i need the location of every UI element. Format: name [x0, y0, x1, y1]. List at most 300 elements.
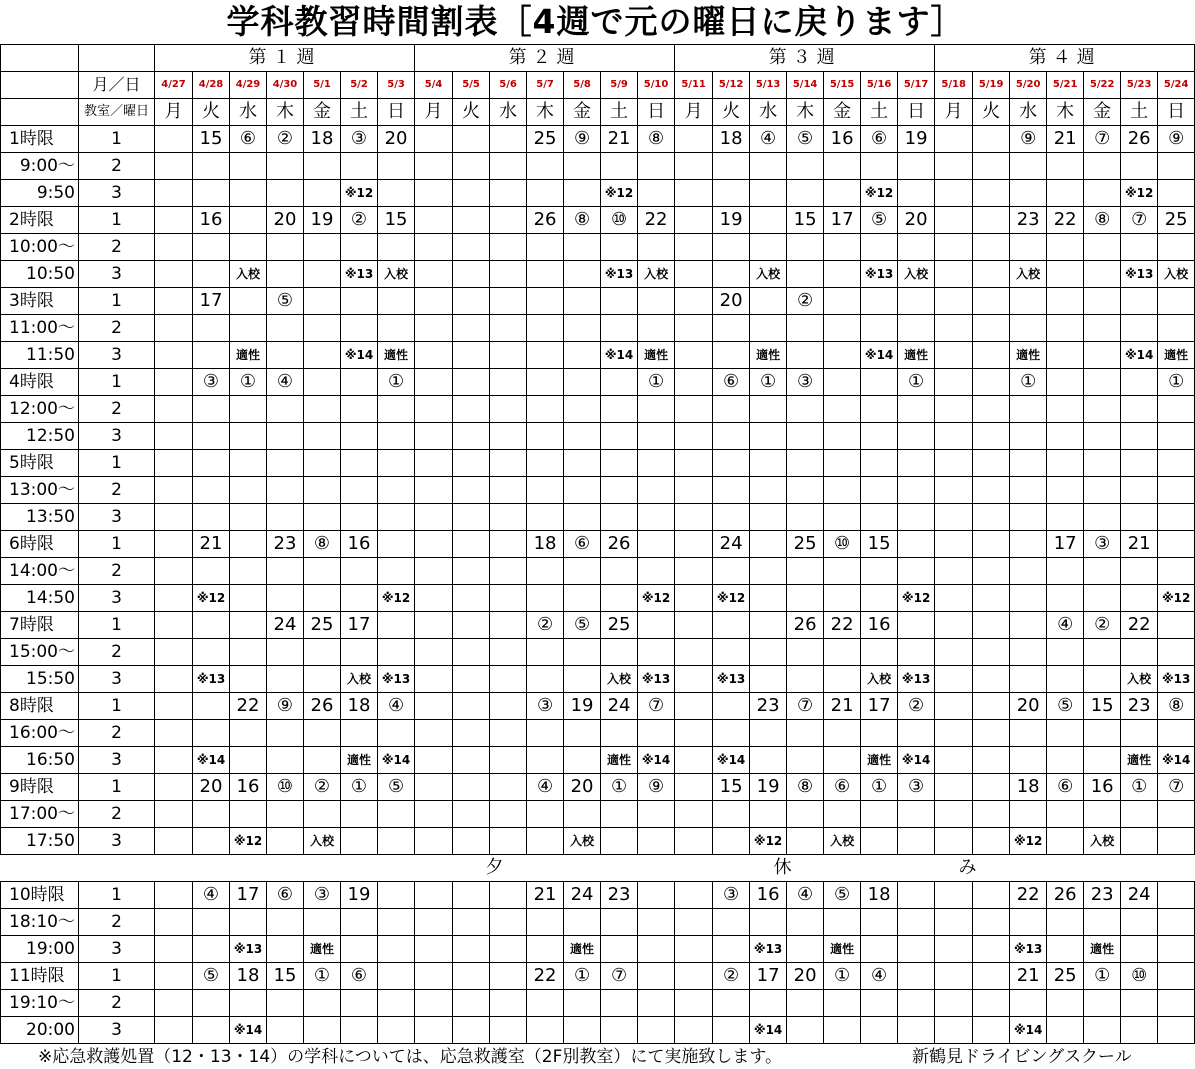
slot-cell: 18 [304, 126, 341, 153]
slot-cell [415, 450, 453, 477]
slot-cell [675, 531, 713, 558]
slot-cell: ⑦ [787, 693, 824, 720]
slot-cell: ⑦ [1158, 774, 1195, 801]
slot-note [1010, 180, 1047, 207]
period-row [1, 882, 1195, 909]
footer-note: ※応急救護処置（12・13・14）の学科については、応急救護室（2F別教室）にて実施致します。 [38, 1047, 783, 1067]
slot-cell [713, 315, 750, 342]
period-time: 12:00～ [1, 396, 79, 423]
slot-note [787, 423, 824, 450]
slot-note [490, 747, 527, 774]
slot-note [1158, 504, 1195, 531]
break-text: 夕 [485, 857, 504, 878]
slot-cell [787, 450, 824, 477]
slot-cell [675, 639, 713, 666]
slot-cell [267, 315, 304, 342]
date-cell: 5/24 [1158, 72, 1195, 99]
slot-note [155, 828, 193, 855]
slot-cell [824, 801, 861, 828]
slot-cell [1158, 558, 1195, 585]
slot-note [824, 585, 861, 612]
slot-note: ※13 [1121, 261, 1158, 288]
slot-cell [824, 369, 861, 396]
slot-cell [378, 909, 415, 936]
slot-cell [453, 126, 490, 153]
slot-cell [898, 450, 935, 477]
slot-cell [230, 612, 267, 639]
slot-note: ※14 [1158, 747, 1195, 774]
slot-cell [638, 234, 675, 261]
slot-cell [1010, 477, 1047, 504]
slot-cell [193, 990, 230, 1017]
slot-note [1010, 423, 1047, 450]
period-time: 13:50 [1, 504, 79, 531]
slot-note [787, 747, 824, 774]
slot-note [935, 1017, 973, 1044]
slot-cell [750, 315, 787, 342]
weekday-cell: 土 [341, 99, 378, 126]
slot-cell [230, 801, 267, 828]
week-header: 第４週 [935, 45, 1195, 72]
slot-cell [675, 990, 713, 1017]
slot-cell [155, 612, 193, 639]
slot-cell [898, 801, 935, 828]
slot-cell [675, 396, 713, 423]
slot-note [230, 504, 267, 531]
slot-cell [1010, 909, 1047, 936]
slot-cell: ⑩ [601, 207, 638, 234]
weekday-cell: 月 [415, 99, 453, 126]
slot-cell [973, 558, 1010, 585]
slot-note [341, 504, 378, 531]
slot-cell [415, 126, 453, 153]
slot-note: ※13 [750, 936, 787, 963]
slot-note [935, 180, 973, 207]
slot-cell: 21 [1010, 963, 1047, 990]
slot-cell: 18 [527, 531, 564, 558]
slot-cell: 17 [1047, 531, 1084, 558]
slot-note: 適性 [564, 936, 601, 963]
break-text: 休 [773, 857, 792, 878]
slot-note [453, 342, 490, 369]
slot-cell [935, 612, 973, 639]
slot-note [453, 936, 490, 963]
slot-note: ※13 [1010, 936, 1047, 963]
slot-cell [415, 315, 453, 342]
slot-note: 適性 [601, 747, 638, 774]
slot-note [1084, 585, 1121, 612]
slot-note [527, 342, 564, 369]
slot-cell [1047, 234, 1084, 261]
slot-cell [638, 477, 675, 504]
slot-note: 入校 [341, 666, 378, 693]
slot-note [861, 585, 898, 612]
slot-cell [378, 288, 415, 315]
slot-cell [415, 801, 453, 828]
slot-cell: ⑨ [1010, 126, 1047, 153]
slot-cell [378, 477, 415, 504]
slot-cell [601, 909, 638, 936]
slot-note [713, 1017, 750, 1044]
period-row [1, 1017, 1195, 1044]
slot-cell [898, 720, 935, 747]
slot-cell [973, 234, 1010, 261]
slot-cell: 18 [1010, 774, 1047, 801]
period-row [1, 531, 1195, 558]
slot-cell: 21 [824, 693, 861, 720]
date-label: 月／日 [79, 72, 155, 99]
room-number: 3 [79, 180, 155, 207]
slot-cell [1010, 153, 1047, 180]
slot-cell [453, 774, 490, 801]
slot-note: 適性 [898, 342, 935, 369]
slot-cell [638, 909, 675, 936]
period-row [1, 801, 1195, 828]
slot-cell [1010, 990, 1047, 1017]
slot-note [267, 342, 304, 369]
date-cell: 5/16 [861, 72, 898, 99]
slot-note [973, 504, 1010, 531]
slot-cell: 17 [230, 882, 267, 909]
slot-cell: ④ [527, 774, 564, 801]
slot-cell [750, 531, 787, 558]
slot-cell [1121, 369, 1158, 396]
slot-note [193, 936, 230, 963]
slot-cell: 15 [267, 963, 304, 990]
slot-note [453, 504, 490, 531]
weekday-cell: 火 [713, 99, 750, 126]
period-label: 3時限 [1, 288, 79, 315]
slot-note [601, 423, 638, 450]
slot-cell [675, 558, 713, 585]
period-row [1, 342, 1195, 369]
slot-cell [453, 315, 490, 342]
slot-note [564, 342, 601, 369]
slot-cell [1121, 153, 1158, 180]
period-row [1, 261, 1195, 288]
period-row [1, 747, 1195, 774]
date-cell: 5/20 [1010, 72, 1047, 99]
slot-cell [824, 720, 861, 747]
slot-cell [453, 234, 490, 261]
slot-note [155, 261, 193, 288]
slot-cell [193, 639, 230, 666]
period-label: 11時限 [1, 963, 79, 990]
slot-note [713, 180, 750, 207]
weekday-cell: 木 [787, 99, 824, 126]
slot-cell [453, 639, 490, 666]
slot-cell [415, 234, 453, 261]
slot-note [824, 261, 861, 288]
slot-note [490, 423, 527, 450]
slot-cell: 22 [824, 612, 861, 639]
slot-note [564, 585, 601, 612]
slot-cell [490, 882, 527, 909]
slot-cell: 19 [304, 207, 341, 234]
date-cell: 5/2 [341, 72, 378, 99]
slot-note: ※12 [341, 180, 378, 207]
slot-cell [1084, 558, 1121, 585]
slot-cell [898, 639, 935, 666]
slot-cell [341, 639, 378, 666]
slot-note [527, 936, 564, 963]
slot-cell [1158, 990, 1195, 1017]
slot-cell [1010, 801, 1047, 828]
slot-cell: ① [341, 774, 378, 801]
slot-cell [675, 801, 713, 828]
slot-note [601, 936, 638, 963]
slot-cell: 16 [193, 207, 230, 234]
slot-note [935, 585, 973, 612]
slot-cell [973, 531, 1010, 558]
slot-note: 適性 [824, 936, 861, 963]
period-row [1, 369, 1195, 396]
slot-cell [1158, 963, 1195, 990]
slot-note [675, 423, 713, 450]
period-time: 9:00～ [1, 153, 79, 180]
slot-cell [1084, 801, 1121, 828]
period-row [1, 504, 1195, 531]
slot-note [304, 585, 341, 612]
slot-cell [378, 234, 415, 261]
slot-cell [935, 234, 973, 261]
date-cell: 4/28 [193, 72, 230, 99]
slot-cell: 16 [341, 531, 378, 558]
slot-note [230, 585, 267, 612]
slot-cell [973, 720, 1010, 747]
slot-cell [304, 558, 341, 585]
slot-cell [341, 288, 378, 315]
slot-note [787, 504, 824, 531]
slot-note [824, 180, 861, 207]
slot-cell [415, 882, 453, 909]
room-number: 2 [79, 396, 155, 423]
room-number: 3 [79, 342, 155, 369]
period-time: 17:00～ [1, 801, 79, 828]
slot-cell: 19 [898, 126, 935, 153]
slot-cell: ⑥ [230, 126, 267, 153]
slot-cell [564, 396, 601, 423]
weekday-cell: 火 [973, 99, 1010, 126]
slot-cell: ④ [267, 369, 304, 396]
slot-note [415, 828, 453, 855]
period-row [1, 828, 1195, 855]
date-cell: 5/7 [527, 72, 564, 99]
slot-cell: 24 [601, 693, 638, 720]
slot-note: ※14 [230, 1017, 267, 1044]
slot-cell [193, 693, 230, 720]
slot-cell: ① [378, 369, 415, 396]
slot-note: 適性 [1158, 342, 1195, 369]
slot-note [713, 936, 750, 963]
slot-cell [155, 396, 193, 423]
date-cell: 5/14 [787, 72, 824, 99]
slot-cell [453, 801, 490, 828]
slot-cell: 15 [713, 774, 750, 801]
slot-note: ※13 [638, 666, 675, 693]
slot-cell [973, 369, 1010, 396]
slot-note [230, 423, 267, 450]
slot-cell: 15 [193, 126, 230, 153]
slot-note [935, 747, 973, 774]
slot-cell [935, 126, 973, 153]
slot-cell [304, 639, 341, 666]
slot-note [1084, 342, 1121, 369]
slot-cell [713, 801, 750, 828]
slot-note [935, 423, 973, 450]
slot-note [304, 747, 341, 774]
slot-cell [527, 909, 564, 936]
slot-cell: ⑧ [638, 126, 675, 153]
slot-cell: ① [230, 369, 267, 396]
slot-cell [861, 720, 898, 747]
slot-cell: 25 [1047, 963, 1084, 990]
slot-note [601, 828, 638, 855]
slot-note: ※12 [898, 585, 935, 612]
room-number: 3 [79, 747, 155, 774]
slot-note [935, 936, 973, 963]
slot-note [973, 180, 1010, 207]
slot-cell [750, 558, 787, 585]
slot-cell: ⑧ [787, 774, 824, 801]
slot-note [193, 261, 230, 288]
slot-cell [675, 450, 713, 477]
slot-note [564, 666, 601, 693]
slot-cell [898, 153, 935, 180]
slot-cell [490, 801, 527, 828]
slot-cell: 18 [713, 126, 750, 153]
slot-cell [973, 963, 1010, 990]
slot-cell [267, 234, 304, 261]
slot-cell [415, 612, 453, 639]
slot-cell: 20 [564, 774, 601, 801]
period-time: 11:00～ [1, 315, 79, 342]
room-number: 2 [79, 153, 155, 180]
slot-note: 入校 [378, 261, 415, 288]
slot-note [898, 828, 935, 855]
slot-note [378, 936, 415, 963]
slot-note [824, 504, 861, 531]
slot-note: ※12 [750, 828, 787, 855]
slot-note [155, 747, 193, 774]
slot-note [824, 342, 861, 369]
slot-note: ※12 [601, 180, 638, 207]
slot-cell [1158, 801, 1195, 828]
date-cell: 5/4 [415, 72, 453, 99]
slot-cell [973, 207, 1010, 234]
slot-note: 入校 [601, 666, 638, 693]
slot-cell [155, 693, 193, 720]
slot-note [304, 423, 341, 450]
slot-cell [453, 207, 490, 234]
slot-cell [1047, 315, 1084, 342]
slot-cell [973, 153, 1010, 180]
slot-cell [638, 153, 675, 180]
slot-cell [415, 909, 453, 936]
slot-cell [824, 396, 861, 423]
slot-cell [304, 720, 341, 747]
period-time: 10:00～ [1, 234, 79, 261]
slot-note: 入校 [1084, 828, 1121, 855]
break-text: み [958, 857, 977, 878]
date-cell: 5/9 [601, 72, 638, 99]
slot-cell: ③ [787, 369, 824, 396]
date-cell: 5/23 [1121, 72, 1158, 99]
period-label: 10時限 [1, 882, 79, 909]
slot-cell: ⑥ [267, 882, 304, 909]
slot-cell [973, 288, 1010, 315]
slot-cell [713, 396, 750, 423]
slot-cell [155, 477, 193, 504]
slot-cell [935, 531, 973, 558]
slot-cell [935, 693, 973, 720]
slot-cell: ⑨ [1158, 126, 1195, 153]
slot-note [193, 342, 230, 369]
slot-cell [861, 639, 898, 666]
slot-cell [787, 639, 824, 666]
slot-cell [935, 774, 973, 801]
period-label: 5時限 [1, 450, 79, 477]
slot-cell [601, 801, 638, 828]
slot-cell [1121, 234, 1158, 261]
slot-note [1121, 936, 1158, 963]
slot-cell: 20 [267, 207, 304, 234]
slot-note [787, 585, 824, 612]
room-number: 2 [79, 801, 155, 828]
slot-note [675, 585, 713, 612]
slot-cell [675, 720, 713, 747]
slot-note [490, 585, 527, 612]
slot-note [787, 1017, 824, 1044]
slot-note [1047, 1017, 1084, 1044]
slot-note [267, 1017, 304, 1044]
slot-cell [750, 720, 787, 747]
slot-cell [713, 612, 750, 639]
slot-note: ※12 [713, 585, 750, 612]
slot-note [155, 666, 193, 693]
slot-cell: ④ [750, 126, 787, 153]
slot-note [750, 585, 787, 612]
slot-cell: ⑩ [1121, 963, 1158, 990]
period-time: 17:50 [1, 828, 79, 855]
slot-cell [304, 315, 341, 342]
slot-note [1047, 936, 1084, 963]
slot-cell: 18 [230, 963, 267, 990]
slot-cell [713, 720, 750, 747]
slot-cell [453, 369, 490, 396]
day-label: 教室／曜日 [79, 99, 155, 126]
slot-cell: ① [638, 369, 675, 396]
slot-cell [415, 558, 453, 585]
slot-cell [750, 396, 787, 423]
slot-cell [824, 234, 861, 261]
slot-cell [601, 450, 638, 477]
slot-cell [750, 234, 787, 261]
slot-cell [527, 396, 564, 423]
slot-cell [750, 477, 787, 504]
slot-note: ※12 [1158, 585, 1195, 612]
slot-cell: ② [527, 612, 564, 639]
slot-note [750, 747, 787, 774]
slot-cell [564, 288, 601, 315]
slot-cell [378, 720, 415, 747]
slot-note: 適性 [1121, 747, 1158, 774]
slot-note [415, 747, 453, 774]
slot-cell [155, 801, 193, 828]
slot-cell [898, 234, 935, 261]
slot-cell [601, 639, 638, 666]
slot-cell [453, 909, 490, 936]
